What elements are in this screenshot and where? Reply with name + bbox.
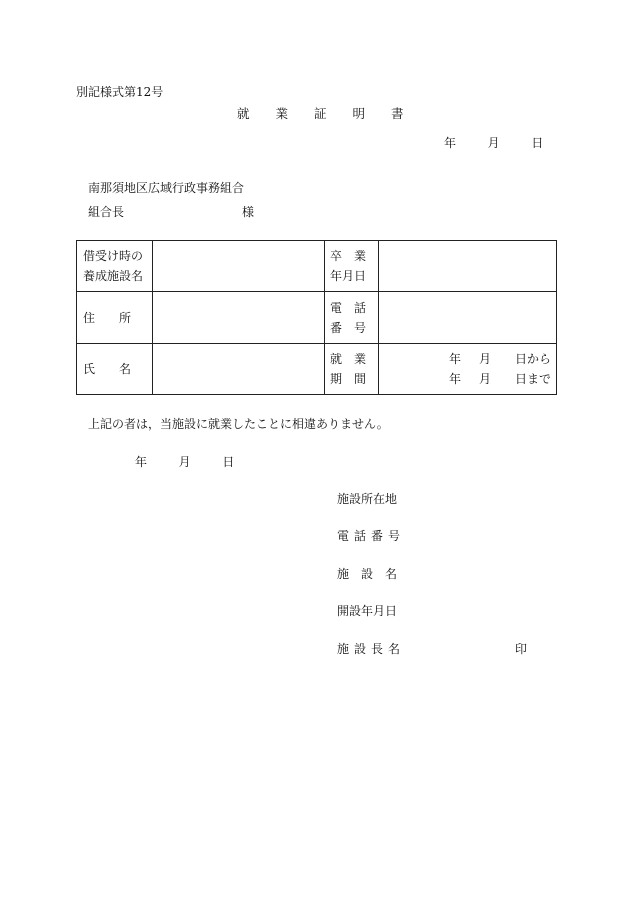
facility-director-label: 施設長名: [337, 642, 406, 656]
phone-label-line1: 電 話: [330, 300, 367, 315]
statement-date-day: 日: [222, 455, 235, 469]
graduation-date-label-line2: 年月日: [330, 269, 367, 283]
employment-period-label-cell: [325, 344, 379, 395]
addressee-organization: 南那須地区広域行政事務組合: [88, 181, 245, 195]
facility-opened-label: 開設年月日: [337, 604, 398, 618]
employment-info-table: [76, 240, 557, 395]
from-month: 月: [478, 352, 491, 366]
address-label-cell: [77, 292, 153, 344]
to-day: 日まで: [514, 372, 551, 386]
graduation-date-value[interactable]: [379, 241, 557, 292]
header-date: [444, 137, 543, 149]
phone-label-line2: 番 号: [330, 320, 367, 335]
training-facility-label-cell: [77, 241, 153, 292]
facility-address-label: 施設所在地: [337, 492, 398, 506]
statement-date-year: 年: [135, 455, 148, 469]
from-year: 年: [448, 352, 461, 366]
name-label: 氏 名: [83, 362, 132, 376]
header-date-day: 日: [531, 136, 544, 150]
employment-period-label-line1: 就 業: [330, 352, 367, 366]
facility-name-label: 施設名: [337, 567, 410, 581]
header-date-month: 月: [487, 136, 500, 150]
addressee-honorific: 様: [242, 205, 255, 219]
graduation-date-label-line1: 卒 業: [330, 249, 367, 263]
table-row: [77, 241, 557, 292]
statement-date-month: 月: [178, 455, 191, 469]
employment-period-label-line2: 期 間: [330, 372, 367, 386]
to-month: 月: [478, 372, 491, 386]
graduation-date-label-cell: [325, 241, 379, 292]
address-value[interactable]: [153, 292, 325, 344]
table-row: [77, 292, 557, 344]
to-year: 年: [448, 372, 461, 386]
address-label: 住 所: [83, 310, 132, 325]
addressee-person: 組合長: [88, 205, 125, 219]
name-label-cell: [77, 344, 153, 395]
phone-label-cell: [325, 292, 379, 344]
table-row: [77, 344, 557, 395]
training-facility-label-line2: 養成施設名: [83, 269, 144, 283]
form-number: 別記様式第12号: [76, 85, 164, 99]
seal-mark: 印: [515, 642, 528, 656]
phone-value[interactable]: [379, 292, 557, 344]
header-date-year: 年: [444, 136, 457, 150]
training-facility-value[interactable]: [153, 241, 325, 292]
name-value[interactable]: [153, 344, 325, 395]
statement-date: [135, 456, 234, 468]
from-day: 日から: [514, 352, 551, 366]
employment-period-to: [379, 369, 556, 389]
employment-period-value[interactable]: [379, 344, 557, 395]
facility-phone-label: 電話番号: [337, 529, 406, 543]
certification-statement: 上記の者は，当施設に就業したことに相違ありません。: [88, 417, 389, 431]
employment-period-from: [379, 349, 556, 369]
document-title: 就業証明書: [237, 106, 430, 121]
training-facility-label-line1: 借受け時の: [83, 249, 144, 263]
